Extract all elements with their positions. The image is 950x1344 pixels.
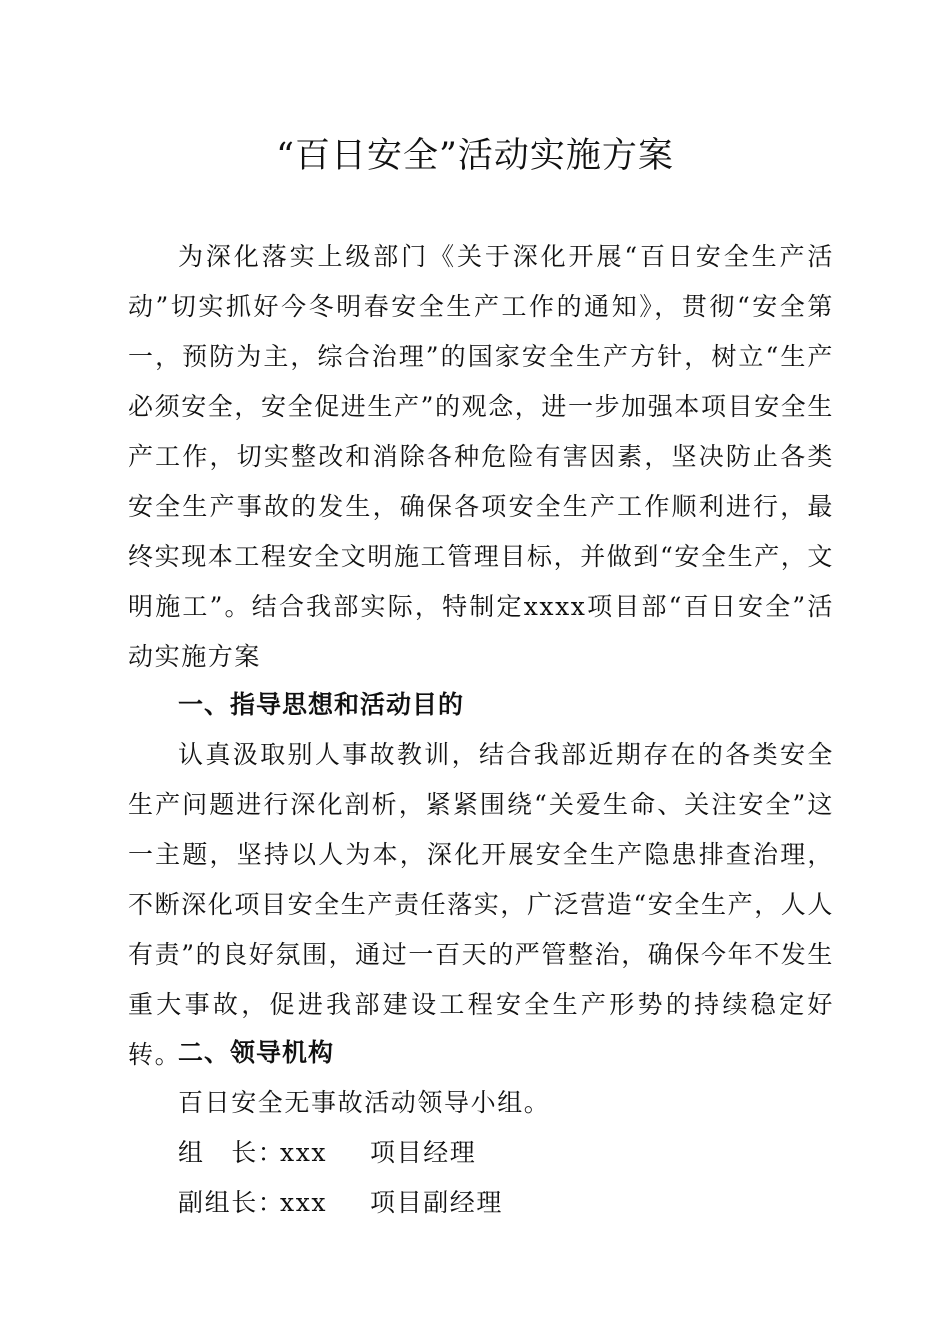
member-row-deputy-leader <box>178 1178 503 1228</box>
section-body-guiding-ideology: 认真汲取别人事故教训，结合我部近期存在的各类安全生产问题进行深化剖析，紧紧围绕“关爱生命、关注安全”这一主题，坚持以人为本，深化开展安全生产隐患排查治理，不断深化项目安全生产责任落实，广泛营造“安全生产，人人有责”的良好氛围，通过一百天的严管整治，确保今年不发生重大事故，促进我部建设工程安全生产形势的持续稳定好转。 <box>128 740 834 1069</box>
member-row-leader <box>178 1128 476 1178</box>
leadership-group-line: 百日安全无事故活动领导小组。 <box>178 1088 551 1117</box>
member-position: 项目经理 <box>370 1138 477 1167</box>
member-role: 副组长： <box>178 1188 285 1217</box>
member-name: xxx <box>280 1138 328 1167</box>
member-name: xxx <box>280 1188 328 1217</box>
section-heading-leadership: 二、领导机构 <box>178 1038 335 1067</box>
intro-paragraph: 为深化落实上级部门《关于深化开展“百日安全生产活动”切实抓好今冬明春安全生产工作的通知》，贯彻“安全第一，预防为主，综合治理”的国家安全生产方针，树立“生产必须安全，安全促进生产”的观念，进一步加强本项目安全生产工作，切实整改和消除各种危险有害因素，坚决防止各类安全生产事故的发生，确保各项安全生产工作顺利进行，最终实现本工程安全文明施工管理目标，并做到“安全生产，文明施工”。结合我部实际，特制定xxxx项目部“百日安全”活动实施方案 <box>128 242 834 671</box>
member-position: 项目副经理 <box>370 1188 504 1217</box>
member-role: 组 长： <box>178 1138 285 1167</box>
document-title: “百日安全”活动实施方案 <box>276 136 674 176</box>
section-heading-guiding-ideology: 一、指导思想和活动目的 <box>178 690 465 719</box>
